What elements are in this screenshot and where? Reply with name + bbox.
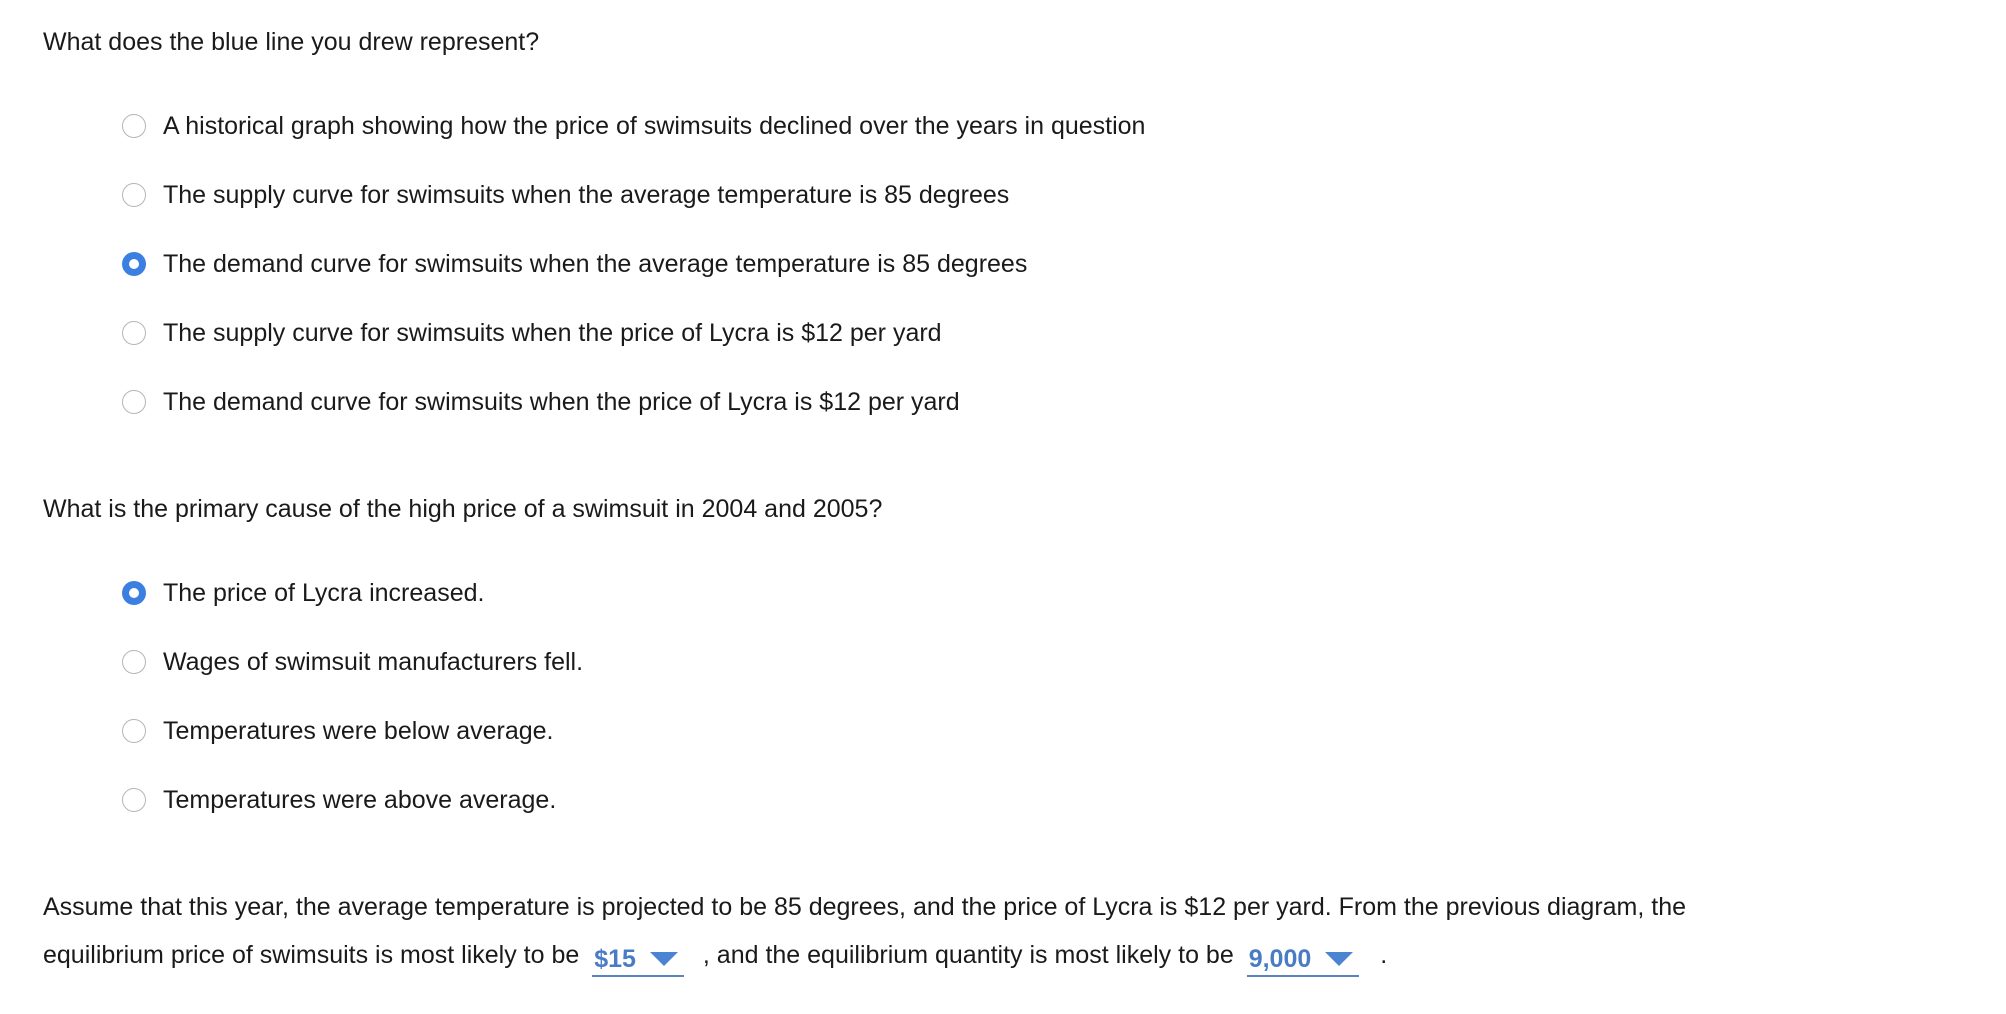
radio-button[interactable]: [122, 114, 146, 138]
q1-option-3-label: The demand curve for swimsuits when the average temperature is 85 degrees: [163, 250, 1028, 278]
quantity-select-value: 9,000: [1248, 945, 1312, 973]
q2-option-2[interactable]: [122, 647, 583, 677]
radio-button[interactable]: [122, 650, 146, 674]
q2-option-1-label: The price of Lycra increased.: [163, 579, 485, 607]
radio-button[interactable]: [122, 788, 146, 812]
question-2-prompt: What is the primary cause of the high price of a swimsuit in 2004 and 2005?: [43, 495, 883, 523]
chevron-down-icon: [1325, 952, 1353, 966]
q1-option-4[interactable]: [122, 318, 942, 348]
q2-option-4[interactable]: [122, 785, 556, 815]
radio-button-selected[interactable]: [122, 252, 146, 276]
q1-option-4-label: The supply curve for swimsuits when the price of Lycra is $12 per yard: [163, 319, 942, 347]
q3-line-2: [43, 940, 1387, 977]
q1-option-5[interactable]: [122, 387, 960, 417]
quantity-select[interactable]: [1247, 943, 1360, 977]
radio-button[interactable]: [122, 390, 146, 414]
price-select-value: $15: [594, 945, 636, 973]
q3-line-2-middle: , and the equilibrium quantity is most likely to be: [702, 941, 1234, 969]
q2-option-4-label: Temperatures were above average.: [163, 786, 557, 814]
q2-option-3-label: Temperatures were below average.: [163, 717, 554, 745]
q3-line-2-suffix: .: [1380, 941, 1388, 969]
q1-option-2-label: The supply curve for swimsuits when the average temperature is 85 degrees: [163, 181, 1010, 209]
q1-option-2[interactable]: [122, 180, 1009, 210]
radio-button[interactable]: [122, 719, 146, 743]
q1-option-1-label: A historical graph showing how the price of swimsuits declined over the years in question: [163, 112, 1146, 140]
q1-option-1[interactable]: [122, 111, 1145, 141]
question-1-prompt: What does the blue line you drew represent?: [43, 28, 540, 56]
chevron-down-icon: [650, 952, 678, 966]
q2-option-1[interactable]: [122, 578, 484, 608]
q3-line-2-prefix: equilibrium price of swimsuits is most likely to be: [43, 941, 580, 969]
price-select[interactable]: [592, 943, 684, 977]
q3-line-1: Assume that this year, the average temperature is projected to be 85 degrees, and the price of Lycra is $12 per yard. From the previous diagram, the: [43, 893, 1687, 921]
q2-option-2-label: Wages of swimsuit manufacturers fell.: [163, 648, 584, 676]
q1-option-3[interactable]: [122, 249, 1027, 279]
q2-option-3[interactable]: [122, 716, 553, 746]
radio-button[interactable]: [122, 183, 146, 207]
radio-button-selected[interactable]: [122, 581, 146, 605]
q1-option-5-label: The demand curve for swimsuits when the price of Lycra is $12 per yard: [163, 388, 960, 416]
radio-button[interactable]: [122, 321, 146, 345]
